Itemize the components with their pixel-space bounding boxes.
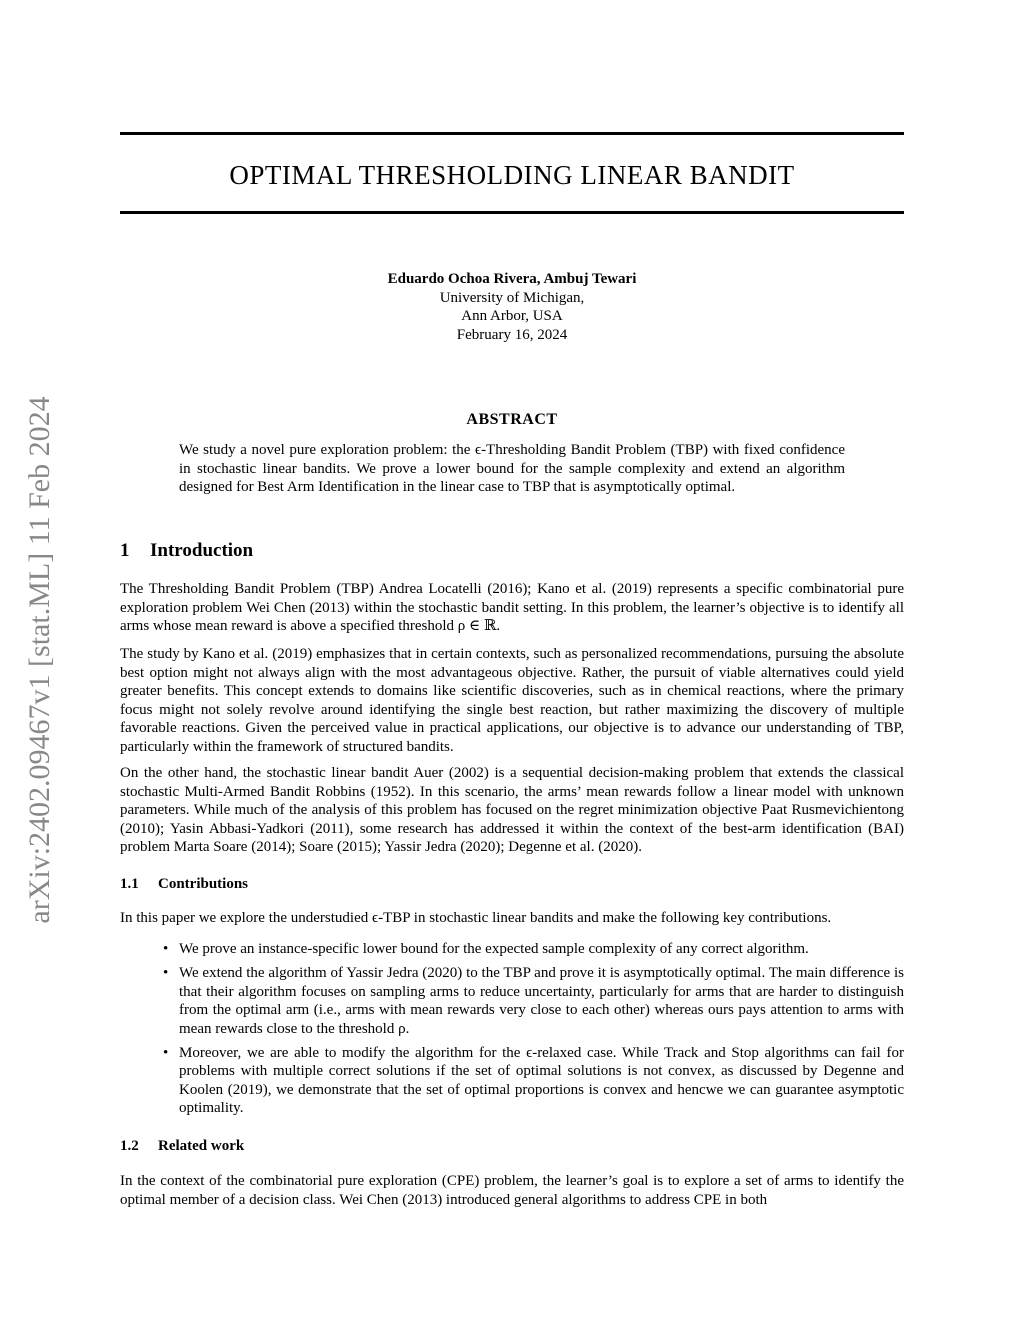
author-location: Ann Arbor, USA (461, 308, 563, 324)
list-item: • We extend the algorithm of Yassir Jedra (2020) to the TBP and prove it is asymptotically optimal. The main difference is that their algorithm focuses on sampling arms to reduce uncertainty, particularly for arms that are harder to distinguish from the optimal arm (i.e., arms with mean rewards very close to each other) whereas ours pays attention to arms with mean rewards close to the threshold ρ. (163, 965, 904, 1037)
subsection-heading-related-work (120, 1138, 244, 1155)
section-heading-introduction (120, 540, 253, 562)
intro-paragraph-2: The study by Kano et al. (2019) emphasizes that in certain contexts, such as personalized recommendations, pursuing the absolute best option might not always align with the most advantageous objective. Rather, the pursuit of viable alternatives could yield greater benefits. This concept extends to domains like scientific discoveries, such as in chemical reactions, where the primary focus might not solely revolve around identifying the single best reaction, but rather maximizing the discovery of multiple favorable reactions. Given the perceived value in practical applications, our objective is to advance our understanding of TBP, particularly within the framework of structured bandits. (120, 646, 904, 755)
author-affiliation: University of Michigan, (439, 289, 585, 306)
abstract-text: We study a novel pure exploration problem: the ϵ-Thresholding Bandit Problem (TBP) with fixed confidence in stochastic linear bandits. We prove a lower bound for the sample complexity and extend an algorithm designed for Best Arm Identification in the linear case to TBP that is asymptotically optimal. (179, 442, 845, 495)
intro-paragraph-3: On the other hand, the stochastic linear bandit Auer (2002) is a sequential decision-making problem that extends the classical stochastic Multi-Armed Bandit Robbins (1952). In this scenario, the arms’ mean rewards follow a linear model with unknown parameters. While much of the analysis of this problem has focused on the regret minimization objective Paat Rusmevichientong (2010); Yasin Abbasi-Yadkori (2011), some research has addressed it within the context of the best-arm identification (BAI) problem Marta Soare (2014); Soare (2015); Yassir Jedra (2020); Degenne et al. (2020). (120, 765, 904, 855)
list-item: • We prove an instance-specific lower bound for the expected sample complexity of any correct algorithm. (163, 941, 809, 957)
arxiv-identifier: arXiv:2402.09467v1 [stat.ML] 11 Feb 2024 (23, 396, 56, 924)
author-block (120, 270, 904, 344)
contributions-intro: In this paper we explore the understudied ϵ-TBP in stochastic linear bandits and make the following key contributions. (120, 910, 832, 926)
title-rule-top (120, 132, 904, 135)
list-item-text: We extend the algorithm of Yassir Jedra (2020) to the TBP and prove it is asymptotically optimal. The main difference is that their algorithm focuses on sampling arms to reduce uncertainty, particularly for arms that are harder to distinguish from the optimal arm (i.e., arms with mean rewards very close to each other) whereas ours pays attention to arms with mean rewards close to the threshold ρ. (179, 965, 904, 1037)
related-work-paragraph: In the context of the combinatorial pure exploration (CPE) problem, the learner’s goal is to explore a set of arms to identify the optimal member of a decision class. Wei Chen (2013) introduced general algorithms to address CPE in both (120, 1173, 904, 1208)
list-item-text: Moreover, we are able to modify the algorithm for the ϵ-relaxed case. While Track and Stop algorithms can fail for problems with multiple correct solutions if the set of optimal solutions is not convex, as discussed by Degenne and Koolen (2019), we demonstrate that the set of optimal proportions is convex and hencwe we can guarantee asymptotic optimality. (179, 1044, 904, 1116)
intro-paragraph-1: The Thresholding Bandit Problem (TBP) Andrea Locatelli (2016); Kano et al. (2019) represents a specific combinatorial pure exploration problem Wei Chen (2013) within the stochastic bandit setting. In this problem, the learner’s objective is to identify all arms whose mean reward is above a specified threshold ρ ∈ ℝ. (120, 581, 904, 634)
list-item: • Moreover, we are able to modify the algorithm for the ϵ-relaxed case. While Track and Stop algorithms can fail for problems with multiple correct solutions if the set of optimal solutions is not convex, as discussed by Degenne and Koolen (2019), we demonstrate that the set of optimal proportions is convex and hencwe we can guarantee asymptotic optimality. (163, 1044, 904, 1116)
subsection-title: Related work (158, 1138, 245, 1154)
contributions-list (161, 940, 904, 1123)
paper-title: OPTIMAL THRESHOLDING LINEAR BANDIT (229, 160, 795, 190)
abstract-heading: ABSTRACT (466, 411, 558, 428)
section-number: 1 (120, 540, 130, 561)
paper-date: February 16, 2024 (456, 326, 568, 343)
subsection-number: 1.1 (120, 876, 139, 892)
title-rule-bottom (120, 211, 904, 214)
subsection-number: 1.2 (120, 1138, 139, 1154)
subsection-title: Contributions (158, 876, 249, 892)
subsection-heading-contributions (120, 876, 248, 893)
section-title: Introduction (150, 540, 254, 561)
list-item-text: We prove an instance-specific lower bound for the expected sample complexity of any correct algorithm. (179, 941, 809, 957)
author-names: Eduardo Ochoa Rivera, Ambuj Tewari (387, 271, 637, 287)
